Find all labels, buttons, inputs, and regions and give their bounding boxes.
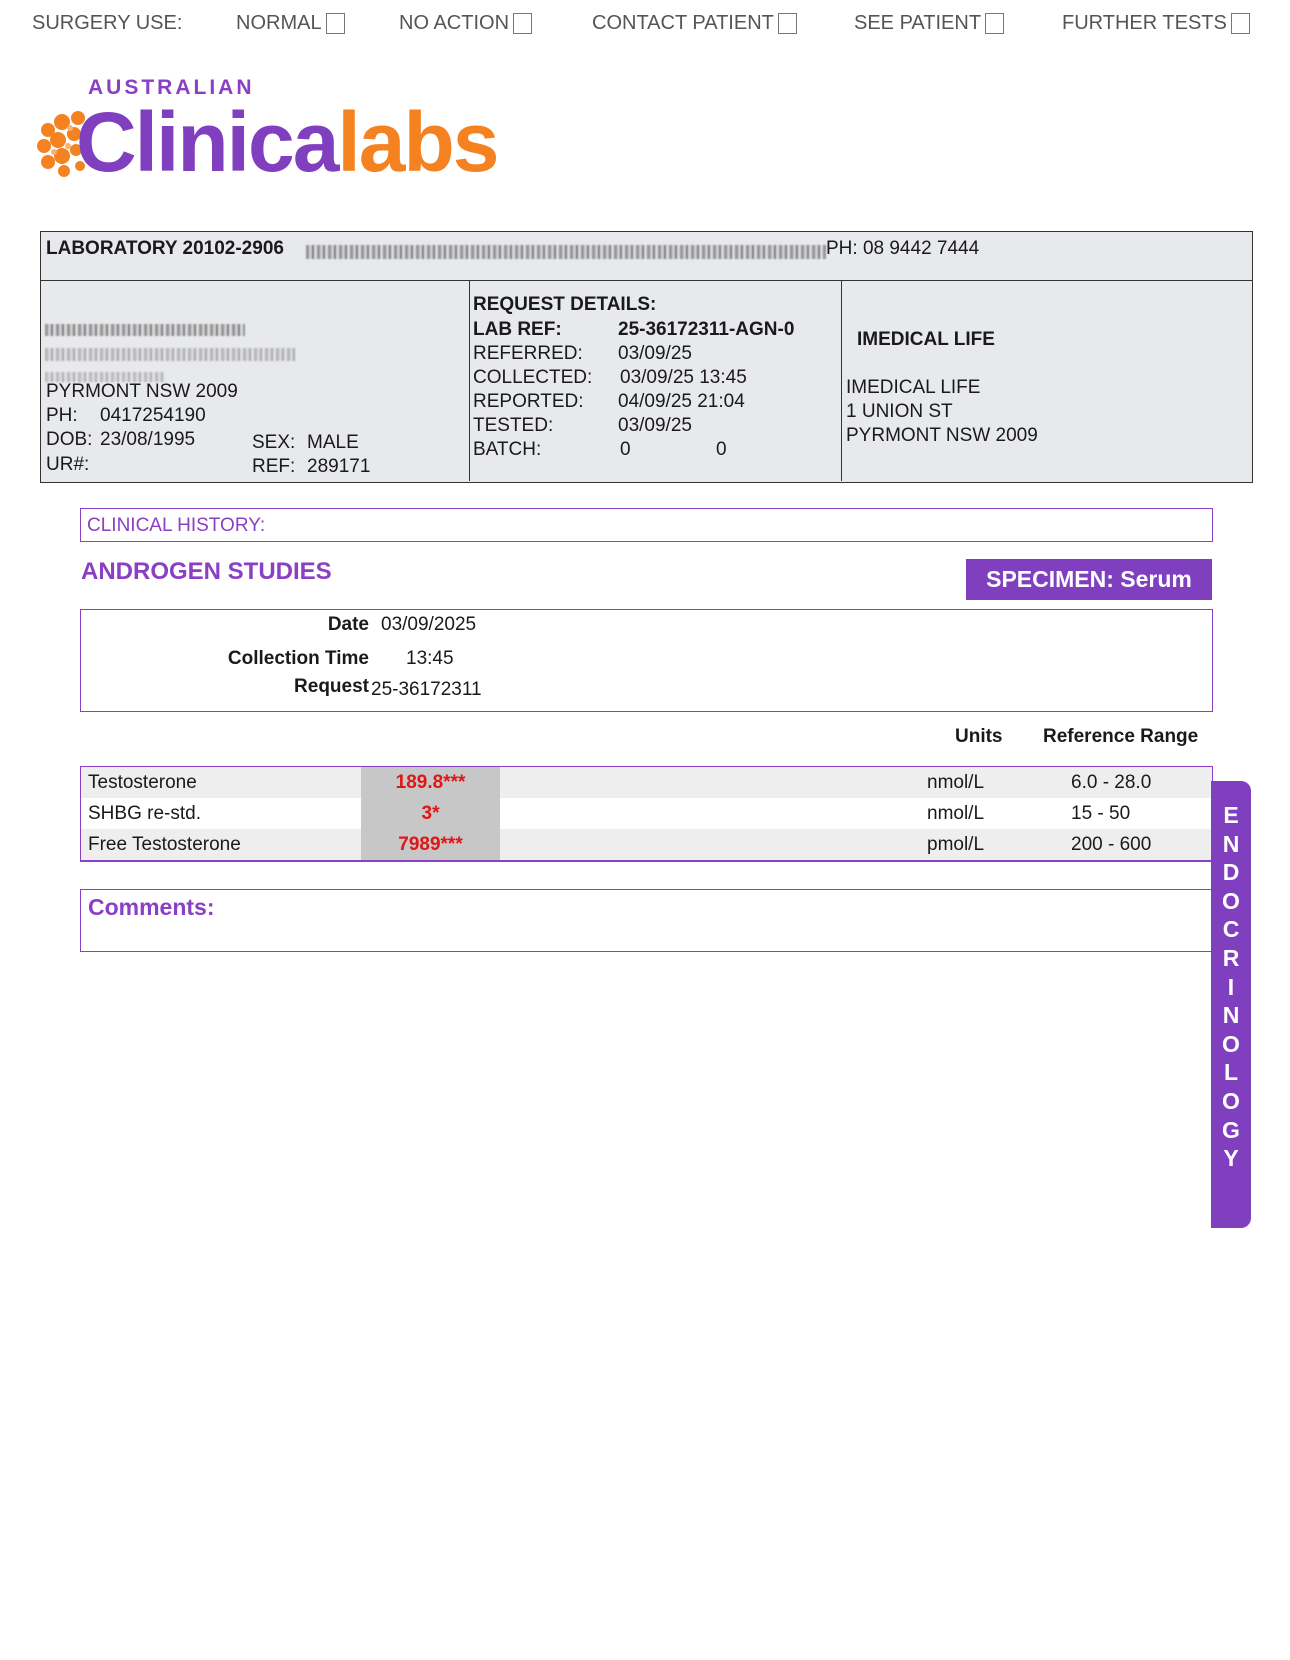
result-range: 6.0 - 28.0 <box>1071 772 1152 793</box>
option-further-tests-label: FURTHER TESTS <box>1062 12 1227 34</box>
option-further-tests[interactable] <box>1062 12 1250 35</box>
laboratory-title: LABORATORY 20102-2906 <box>46 238 284 259</box>
logo-labs-text: labs <box>337 95 498 189</box>
section-title: ANDROGEN STUDIES <box>81 558 332 585</box>
contact-patient-checkbox[interactable] <box>778 13 797 34</box>
patient-details <box>41 280 470 481</box>
table-row <box>81 798 1212 829</box>
option-no-action-label: NO ACTION <box>399 12 510 34</box>
reported-label: REPORTED: <box>473 391 584 412</box>
option-normal[interactable] <box>236 12 345 35</box>
patient-ref-label: REF: <box>252 456 296 477</box>
tested-value: 03/09/25 <box>618 415 692 436</box>
redacted-patient-name <box>45 324 245 336</box>
reference-range-header: Reference Range <box>1043 726 1199 747</box>
normal-checkbox[interactable] <box>326 13 345 34</box>
result-value: 3* <box>361 798 500 829</box>
patient-dob-label: DOB: <box>46 429 93 450</box>
option-see-patient-label: SEE PATIENT <box>854 12 982 34</box>
logo-australian-text: AUSTRALIAN <box>88 76 255 99</box>
doctor-suburb: PYRMONT NSW 2009 <box>846 425 1038 446</box>
collection-date: 03/09/2025 <box>381 614 477 635</box>
result-name: SHBG re-std. <box>88 803 201 824</box>
redacted-patient-street <box>45 348 295 361</box>
patient-ur-label: UR#: <box>46 454 90 475</box>
tested-label: TESTED: <box>473 415 554 436</box>
patient-phone-label: PH: <box>46 405 78 426</box>
batch-value-2: 0 <box>716 439 727 460</box>
results-table <box>80 766 1213 862</box>
collection-box <box>80 609 1213 712</box>
collected-label: COLLECTED: <box>473 367 593 388</box>
surgery-use-label: SURGERY USE: <box>32 12 183 34</box>
result-value: 189.8*** <box>361 767 500 798</box>
logo-wordmark <box>76 95 498 189</box>
result-units: pmol/L <box>927 834 985 855</box>
laboratory-row <box>41 232 1252 281</box>
collection-request-label: Request <box>294 676 369 697</box>
patient-ref: 289171 <box>307 456 371 477</box>
request-details <box>470 280 842 481</box>
department-tab <box>1211 781 1251 1228</box>
further-tests-checkbox[interactable] <box>1231 13 1250 34</box>
report-header-box <box>40 231 1253 483</box>
clinical-history-label: CLINICAL HISTORY: <box>87 515 266 536</box>
referred-value: 03/09/25 <box>618 343 692 364</box>
doctor-street: 1 UNION ST <box>846 401 953 422</box>
laboratory-phone: PH: 08 9442 7444 <box>826 238 980 259</box>
patient-dob: 23/08/1995 <box>100 429 196 450</box>
collection-date-label: Date <box>327 614 369 635</box>
batch-label: BATCH: <box>473 439 542 460</box>
batch-value-1: 0 <box>620 439 631 460</box>
see-patient-checkbox[interactable] <box>985 13 1004 34</box>
patient-suburb: PYRMONT NSW 2009 <box>46 381 238 402</box>
lab-ref-label: LAB REF: <box>473 319 562 340</box>
result-name: Testosterone <box>88 772 197 793</box>
doctor-name: IMEDICAL LIFE <box>846 377 981 398</box>
reported-value: 04/09/25 21:04 <box>618 391 745 412</box>
table-row <box>81 767 1212 798</box>
option-normal-label: NORMAL <box>236 12 322 34</box>
patient-sex: MALE <box>307 432 359 453</box>
result-name: Free Testosterone <box>88 834 241 855</box>
result-units: nmol/L <box>927 803 985 824</box>
no-action-checkbox[interactable] <box>513 13 532 34</box>
option-no-action[interactable] <box>399 12 532 35</box>
result-value: 7989*** <box>361 829 500 860</box>
comments-label: Comments: <box>88 894 215 920</box>
option-see-patient[interactable] <box>854 12 1004 35</box>
collection-request: 25-36172311 <box>371 679 482 700</box>
redacted-address <box>306 245 826 259</box>
comments-box <box>80 889 1213 952</box>
patient-sex-label: SEX: <box>252 432 296 453</box>
option-contact-patient[interactable] <box>592 12 797 35</box>
units-header: Units <box>955 726 1003 747</box>
department-tab-text: E N D O C R I N O L O G Y <box>1222 802 1240 1172</box>
patient-phone: 0417254190 <box>100 405 206 426</box>
clinical-history-box <box>80 508 1213 542</box>
result-range: 200 - 600 <box>1071 834 1152 855</box>
logo-clinica-text: Clinica <box>76 95 338 189</box>
lab-ref-value: 25-36172311-AGN-0 <box>618 319 795 340</box>
request-heading: REQUEST DETAILS: <box>473 294 657 315</box>
collection-time: 13:45 <box>406 648 454 669</box>
surgery-use-bar <box>32 10 1262 40</box>
specimen-badge: SPECIMEN: Serum <box>966 559 1212 600</box>
result-units: nmol/L <box>927 772 985 793</box>
collected-value: 03/09/25 13:45 <box>620 367 747 388</box>
doctor-details <box>842 280 1252 481</box>
referred-label: REFERRED: <box>473 343 583 364</box>
collection-time-label: Collection Time <box>227 648 369 669</box>
doctor-name-bold: IMEDICAL LIFE <box>857 329 995 350</box>
option-contact-patient-label: CONTACT PATIENT <box>592 12 774 34</box>
result-range: 15 - 50 <box>1071 803 1131 824</box>
table-row <box>81 829 1212 860</box>
